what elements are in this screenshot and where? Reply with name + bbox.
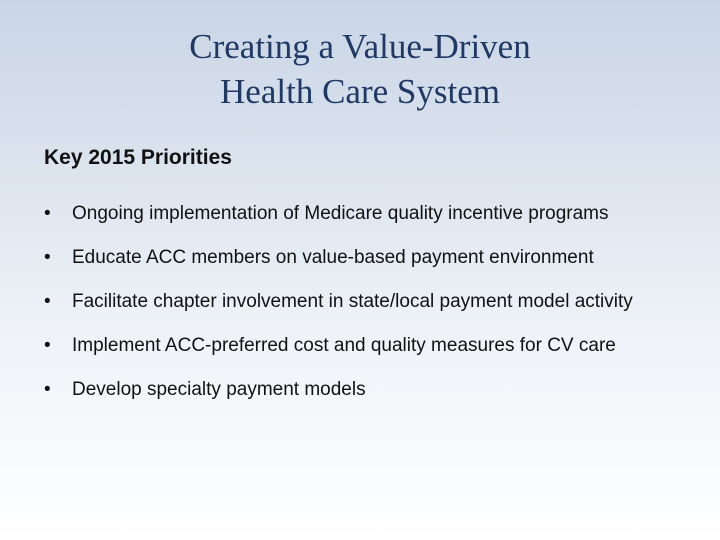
list-item [44, 369, 704, 411]
list-item-text: Implement ACC-preferred cost and quality measures for CV care [72, 335, 616, 356]
slide-title-line-2: Health Care System [220, 72, 500, 111]
list-item-text: Educate ACC members on value-based payment environment [72, 247, 594, 268]
bullet-icon: • [44, 203, 51, 224]
section-heading: Key 2015 Priorities [44, 146, 232, 169]
bullet-icon: • [44, 379, 51, 400]
list-item [44, 237, 704, 279]
bullet-icon: • [44, 291, 51, 312]
priority-list [44, 193, 704, 413]
bullet-icon: • [44, 247, 51, 268]
list-item-text: Ongoing implementation of Medicare quality incentive programs [72, 203, 609, 224]
list-item [44, 193, 704, 235]
list-item [44, 281, 704, 323]
bullet-icon: • [44, 335, 51, 356]
list-item [44, 325, 704, 367]
list-item-text: Facilitate chapter involvement in state/local payment model activity [72, 291, 633, 312]
slide-title [0, 24, 720, 114]
list-item-text: Develop specialty payment models [72, 379, 366, 400]
slide-title-line-1: Creating a Value-Driven [189, 27, 531, 66]
